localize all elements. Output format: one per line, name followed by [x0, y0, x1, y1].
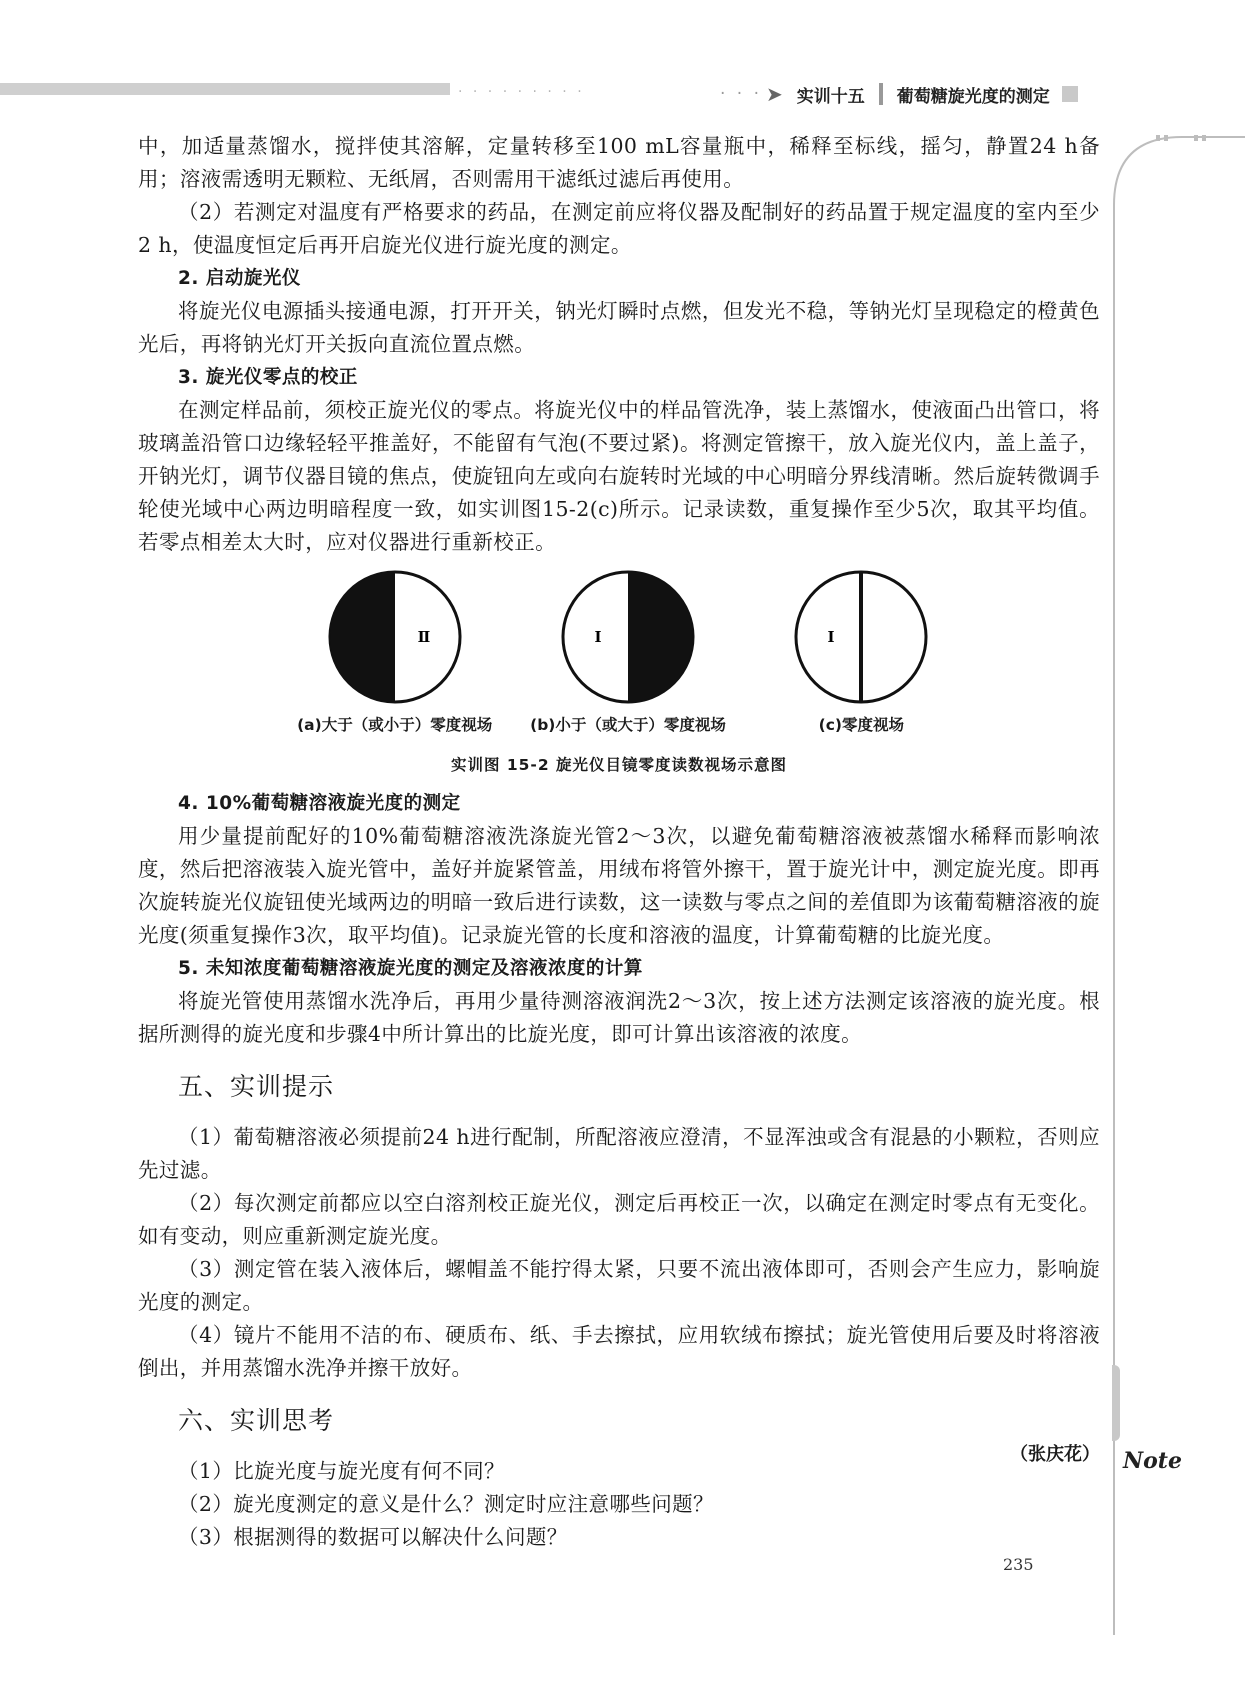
question-item: （2）旋光度测定的意义是什么？测定时应注意哪些问题？	[178, 1492, 714, 1516]
header-arrow-icon: ➤	[766, 82, 783, 106]
note-book-icon	[1112, 1365, 1120, 1441]
paragraph: 中，加适量蒸馏水，搅拌使其溶解，定量转移至100 mL容量瓶中，稀释至标线，摇匀，静置24 h备用；溶液需透明无颗粒、无纸屑，否则需用干滤纸过滤后再使用。	[138, 134, 1100, 191]
question-item: （3）根据测得的数据可以解决什么问题？	[178, 1525, 568, 1549]
margin-decoration	[1112, 135, 1245, 1635]
margin-bars-icon	[1152, 135, 1210, 141]
paragraph: 在测定样品前，须校正旋光仪的零点。将旋光仪中的样品管洗净，装上蒸馏水，使液面凸出管口，将玻璃盖沿管口边缘轻轻平推盖好，不能留有气泡(不要过紧)。将测定管擦干，放入旋光仪内，盖上盖子，开钠光灯，调节仪器目镜的焦点，使旋钮向左或向右旋转时光域的中心明暗分界线清晰。然后旋转微调手轮使光域中心两边明暗程度一致，如实训图15-2(c)所示。记录读数，重复操作至少5次，取其平均值。若零点相差太大时，应对仪器进行重新校正。	[138, 398, 1100, 554]
page-number: 235	[1003, 1555, 1034, 1574]
field-label: Ⅱ	[417, 628, 430, 646]
header-chapter: 实训十五	[796, 86, 865, 107]
header-dots: · · · · · · · · ·	[458, 84, 585, 100]
paragraph: 将旋光仪电源插头接通电源，打开开关，钠光灯瞬时点燃，但发光不稳，等钠光灯呈现稳定的橙黄色光后，再将钠光灯开关扳向直流位置点燃。	[138, 299, 1100, 356]
header-separator	[879, 83, 883, 105]
step-heading: 4. 10%葡萄糖溶液旋光度的测定	[178, 793, 461, 814]
figure-caption-a: (a)大于（或小于）零度视场	[297, 716, 493, 734]
author-signature: （张庆花）	[1010, 1444, 1100, 1465]
tip-item: （4）镜片不能用不洁的布、硬质布、纸、手去擦拭，应用软绒布擦拭；旋光管使用后要及时将溶液倒出，并用蒸馏水洗净并擦干放好。	[138, 1323, 1100, 1380]
figure-15-2	[138, 569, 1100, 775]
field-of-view-b	[560, 569, 696, 705]
figure-panel-a	[278, 569, 511, 735]
header-square-icon	[1062, 86, 1078, 102]
section-heading: 六、实训思考	[178, 1406, 335, 1435]
field-label: Ⅰ	[594, 628, 602, 646]
tip-item: （2）每次测定前都应以空白溶剂校正旋光仪，测定后再校正一次，以确定在测定时零点有无变化。如有变动，则应重新测定旋光度。	[138, 1191, 1100, 1248]
note-label: Note	[1123, 1448, 1182, 1474]
figure-panel-c	[745, 569, 978, 735]
paragraph: 将旋光管使用蒸馏水洗净后，再用少量待测溶液润洗2～3次，按上述方法测定该溶液的旋光度。根据所测得的旋光度和步骤4中所计算出的比旋光度，即可计算出该溶液的浓度。	[138, 989, 1100, 1046]
section-heading: 五、实训提示	[178, 1072, 335, 1101]
figure-panel-b	[511, 569, 744, 735]
figure-title: 实训图 15-2 旋光仪目镜零度读数视场示意图	[450, 756, 788, 774]
field-of-view-c	[793, 569, 929, 705]
running-header	[720, 80, 1078, 108]
question-item: （1）比旋光度与旋光度有何不同？	[178, 1459, 505, 1483]
step-heading: 3. 旋光仪零点的校正	[178, 367, 358, 388]
field-of-view-a	[327, 569, 463, 705]
tip-item: （1）葡萄糖溶液必须提前24 h进行配制，所配溶液应澄清，不显浑浊或含有混悬的小颗粒，否则应先过滤。	[138, 1125, 1100, 1182]
step-heading: 5. 未知浓度葡萄糖溶液旋光度的测定及溶液浓度的计算	[178, 958, 643, 979]
header-dots-right: · · ·	[720, 84, 763, 104]
figure-caption-c: (c)零度视场	[818, 716, 904, 734]
figure-caption-b: (b)小于（或大于）零度视场	[530, 716, 726, 734]
paragraph: （2）若测定对温度有严格要求的药品，在测定前应将仪器及配制好的药品置于规定温度的室内至少2 h，使温度恒定后再开启旋光仪进行旋光度的测定。	[138, 200, 1100, 257]
page-content	[138, 130, 1100, 1554]
step-heading: 2. 启动旋光仪	[178, 268, 301, 289]
paragraph: 用少量提前配好的10%葡萄糖溶液洗涤旋光管2～3次，以避免葡萄糖溶液被蒸馏水稀释而影响浓度，然后把溶液装入旋光管中，盖好并旋紧管盖，用绒布将管外擦干，置于旋光计中，测定旋光度。即再次旋转旋光仪旋钮使光域两边的明暗一致后进行读数，这一读数与零点之间的差值即为该葡萄糖溶液的旋光度(须重复操作3次，取平均值)。记录旋光管的长度和溶液的温度，计算葡萄糖的比旋光度。	[138, 824, 1100, 947]
header-title: 葡萄糖旋光度的测定	[896, 86, 1050, 107]
tip-item: （3）测定管在装入液体后，螺帽盖不能拧得太紧，只要不流出液体即可，否则会产生应力，影响旋光度的测定。	[138, 1257, 1100, 1314]
field-label: Ⅰ	[827, 628, 835, 646]
header-bar	[0, 83, 450, 95]
